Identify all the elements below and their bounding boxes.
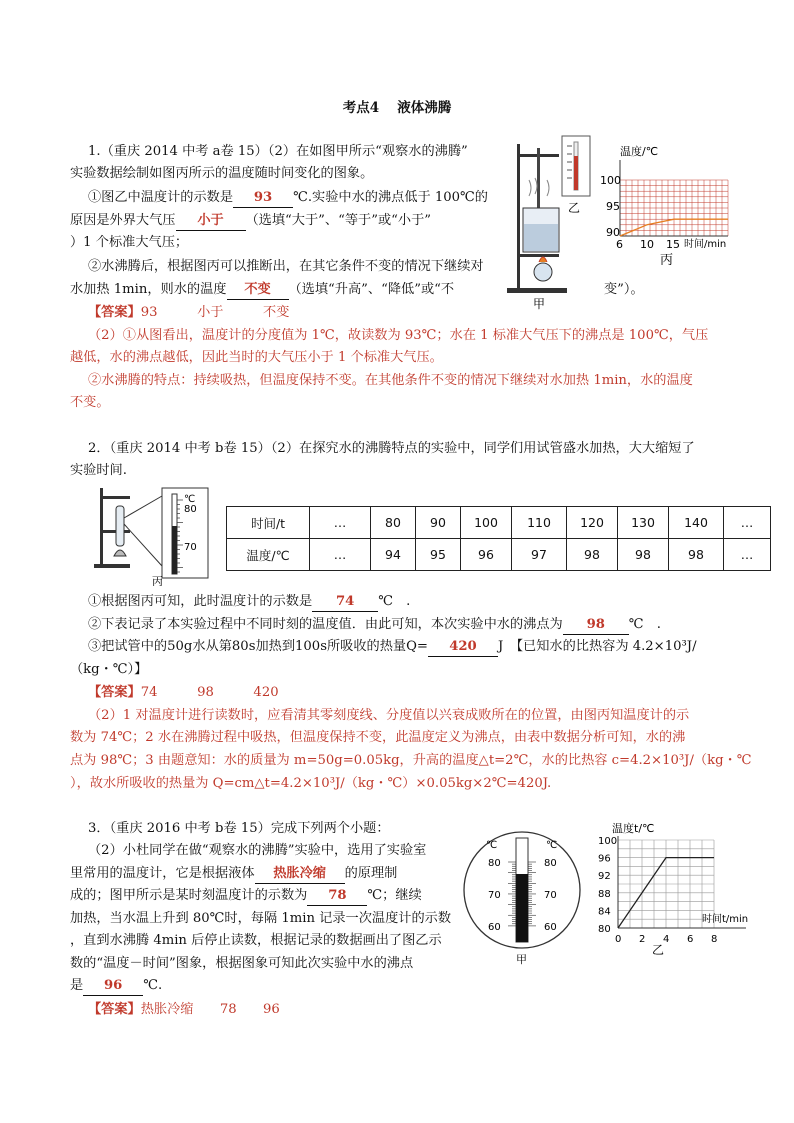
table-row-time xyxy=(227,507,771,539)
q1-line-1: 1.（重庆 2014 中考 a卷 15）（2）在如图甲所示“观察水的沸腾” xyxy=(88,144,468,159)
q2-line-1: 2．（重庆 2014 中考 b卷 15）（2）在探究水的沸腾特点的实验中，同学们用试管盛水加热，大大缩短了 xyxy=(88,441,695,456)
table-row-temp xyxy=(227,539,771,571)
q3-therm-60-right: 60 xyxy=(544,922,557,933)
y-tick-label: 84 xyxy=(598,906,611,918)
chart-x-ticks xyxy=(615,934,717,945)
q2-sub-2 xyxy=(88,616,661,635)
q1-chart-bing xyxy=(600,140,740,265)
x-tick-label: 4 xyxy=(663,934,670,945)
label-bing: 丙 xyxy=(660,253,674,265)
q2-blank-1: 74 xyxy=(312,593,378,612)
q1-text: 水加热 1min，则水的温度 xyxy=(70,282,227,297)
q2-sub-3 xyxy=(88,638,697,657)
chart-xlabel: 时间/min xyxy=(684,239,727,250)
y-tick-100: 100 xyxy=(600,174,621,187)
q1-explain-1: （2）①从图看出，温度计的分度值为 1℃，故读数为 93℃；水在 1 标准大气压下的沸点是 100℃，气压 xyxy=(88,328,709,343)
q2-text: ℃ . xyxy=(628,617,661,632)
q2-text: ②下表记录了本实验过程中不同时刻的温度值．由此可知，本次实验中水的沸点为 xyxy=(88,617,563,632)
q2-apparatus-figure xyxy=(92,486,212,586)
q3-therm-70-right: 70 xyxy=(544,890,557,901)
q3-text: 成的；图甲所示是某时刻温度计的示数为 xyxy=(70,888,308,903)
q1-answer xyxy=(88,304,289,322)
q1-blank-3: 不变 xyxy=(227,281,289,300)
q2-therm-70: 70 xyxy=(184,542,197,553)
q2-line-2: 实验时间. xyxy=(70,463,127,478)
q1-line-7-end: 变”）。 xyxy=(604,282,644,297)
x-tick-10: 10 xyxy=(640,238,654,251)
q2-blank-2: 98 xyxy=(563,616,629,635)
y-tick-90: 90 xyxy=(606,226,620,239)
q2-answer xyxy=(88,684,279,702)
answer-label: 【答案】 xyxy=(88,1002,141,1017)
label-jia: 甲 xyxy=(533,297,546,310)
q3-blank-2: 78 xyxy=(307,887,367,906)
y-tick-label: 100 xyxy=(598,836,618,847)
q3-line-6: ，直到水沸腾 4min 后停止读数，根据记录的数据画出了图乙示 xyxy=(70,933,442,948)
table-cell: 80 xyxy=(371,507,416,539)
chart-ylabel: 温度t/℃ xyxy=(612,822,655,835)
q1-text: 原因是外界大气压 xyxy=(70,213,176,228)
q3-text: ℃；继续 xyxy=(367,888,422,903)
table-cell: 140 xyxy=(669,507,724,539)
answer-values: 热胀冷缩 78 96 xyxy=(140,1002,280,1017)
q3-text: 是 xyxy=(70,978,84,993)
q2-data-table xyxy=(226,506,771,571)
q3-line-2: （2）小杜同学在做“观察水的沸腾”实验中，选用了实验室 xyxy=(88,843,427,858)
chart-ylabel: 温度/℃ xyxy=(620,145,659,158)
q3-text: 的原理制 xyxy=(344,866,398,881)
q3-therm-unit-right: ℃ xyxy=(546,840,558,851)
q1-line-4 xyxy=(70,212,431,231)
answer-label: 【答案】 xyxy=(88,305,141,320)
y-tick-label: 88 xyxy=(598,888,611,900)
table-cell: 98 xyxy=(669,539,724,571)
q2-sub-1 xyxy=(88,593,410,612)
q2-explain-1: （2）1 对温度计进行读数时，应看清其零刻度线、分度值以兴衰成败所在的位置，由图丙知温度计的示 xyxy=(88,708,690,723)
table-cell: 97 xyxy=(512,539,567,571)
q3-line-7: 数的“温度－时间”图象，根据图象可知此次实验中水的沸点 xyxy=(70,956,414,971)
q3-blank-1: 热胀冷缩 xyxy=(255,865,345,884)
q1-line-7 xyxy=(70,281,454,300)
answer-values: 93 小于 不变 xyxy=(140,305,290,320)
chart-grid xyxy=(620,180,728,236)
x-tick-label: 8 xyxy=(711,934,718,945)
table-cell: 120 xyxy=(567,507,618,539)
chart-grid xyxy=(618,840,714,928)
y-tick-label: 80 xyxy=(598,924,611,935)
q2-explain-2: 数为 74℃；2 水在沸腾过程中吸热，但温度保持不变，此温度定义为沸点，由表中数据分析可知，水的沸 xyxy=(70,730,686,745)
y-tick-label: 96 xyxy=(598,853,611,865)
q1-line-3 xyxy=(88,189,488,208)
q2-text: J 【已知水的比热容为 4.2×10³J/ xyxy=(497,639,697,654)
q3-blank-3: 96 xyxy=(83,977,143,996)
table-cell: 130 xyxy=(618,507,669,539)
q3-therm-unit-left: ℃ xyxy=(486,840,498,851)
q1-line-2: 实验数据绘制如图丙所示的温度随时间变化的图象。 xyxy=(70,166,374,181)
table-cell: 95 xyxy=(416,539,461,571)
table-cell: 90 xyxy=(416,507,461,539)
q3-line-8 xyxy=(70,977,162,996)
q3-line-4 xyxy=(70,887,422,906)
q1-blank-2: 小于 xyxy=(176,212,246,231)
answer-label: 【答案】 xyxy=(88,685,141,700)
q3-answer xyxy=(88,1001,280,1019)
answer-values: 74 98 420 xyxy=(140,685,279,700)
q2-blank-3: 420 xyxy=(428,638,498,657)
q2-sub-3-end: （kg・℃）】 xyxy=(70,662,148,677)
q1-text: （选填“升高”、“降低”或“不 xyxy=(288,282,455,297)
q2-text: ℃ . xyxy=(378,594,411,609)
q3-label-jia: 甲 xyxy=(516,953,527,966)
table-cell: 100 xyxy=(461,507,512,539)
q3-text: 里常用的温度计，它是根据液体 xyxy=(70,866,255,881)
q1-text: ①图乙中温度计的示数是 xyxy=(88,190,234,205)
q1-text: ℃.实验中水的沸点低于 100℃的 xyxy=(293,190,488,205)
q2-therm-unit: ℃ xyxy=(184,494,196,505)
q1-explain-3: ②水沸腾的特点：持续吸热，但温度保持不变。在其他条件不变的情况下继续对水加热 1min，水的温度 xyxy=(88,373,693,388)
y-tick-95: 95 xyxy=(606,200,620,213)
table-cell: 温度/℃ xyxy=(227,539,310,571)
table-cell: … xyxy=(310,507,371,539)
table-cell: … xyxy=(724,507,771,539)
q1-line-6: ②水沸腾后，根据图丙可以推断出，在其它条件不变的情况下继续对 xyxy=(88,259,484,274)
q2-text: ①根据图丙可知，此时温度计的示数是 xyxy=(88,594,313,609)
q2-label-bing: 丙 xyxy=(152,575,163,586)
section-title: 考点4 液体沸腾 xyxy=(342,100,452,116)
q3-line-3 xyxy=(70,865,397,884)
q1-thermometer-yi xyxy=(558,134,600,216)
table-cell: 94 xyxy=(371,539,416,571)
x-tick-15: 15 xyxy=(666,238,680,251)
q2-text: ③把试管中的50g水从第80s加热到100s所吸收的热量Q= xyxy=(88,639,428,654)
chart-xlabel: 时间t/min xyxy=(702,914,749,925)
label-yi: 乙 xyxy=(568,201,581,215)
q3-chart-yi xyxy=(596,818,766,978)
table-cell: 98 xyxy=(567,539,618,571)
q3-therm-70-left: 70 xyxy=(488,890,501,901)
table-cell: … xyxy=(724,539,771,571)
q3-thermometer-jia xyxy=(460,826,584,966)
table-cell: 时间/t xyxy=(227,507,310,539)
chart-y-ticks xyxy=(598,836,617,935)
q3-therm-60-left: 60 xyxy=(488,922,501,933)
q2-explain-3: 点为 98℃；3 由题意知：水的质量为 m=50g=0.05kg，升高的温度△t=2℃，水的比热容 c=4.2×10³J/（kg・℃ xyxy=(70,753,752,768)
q3-label-yi: 乙 xyxy=(652,943,665,957)
table-cell: … xyxy=(310,539,371,571)
x-tick-label: 2 xyxy=(639,934,646,945)
q2-explain-4: ），故水所吸收的热量为 Q=cm△t=4.2×10³J/（kg・℃）×0.05kg×2℃=420J. xyxy=(70,776,552,791)
x-tick-label: 0 xyxy=(615,934,622,945)
x-tick-6: 6 xyxy=(616,238,623,251)
q3-line-5: 加热，当水温上升到 80℃时，每隔 1min 记录一次温度计的示数 xyxy=(70,911,452,926)
q1-blank-1: 93 xyxy=(233,189,293,208)
q1-line-5: ）1 个标准大气压； xyxy=(70,235,189,250)
q3-therm-80-left: 80 xyxy=(488,858,501,869)
table-cell: 96 xyxy=(461,539,512,571)
table-cell: 98 xyxy=(618,539,669,571)
q3-text: ℃. xyxy=(143,978,163,993)
x-tick-label: 6 xyxy=(687,934,694,945)
q1-explain-2: 越低，水的沸点越低，因此当时的大气压小于 1 个标准大气压。 xyxy=(70,350,443,365)
table-cell: 110 xyxy=(512,507,567,539)
q2-therm-80: 80 xyxy=(184,504,197,515)
q3-line-1: 3．（重庆 2016 中考 b卷 15）完成下列两个小题： xyxy=(88,821,390,836)
q3-therm-80-right: 80 xyxy=(544,858,557,869)
q1-explain-4: 不变。 xyxy=(70,395,110,410)
q1-text: （选填“大于”、“等于”或“小于” xyxy=(245,213,432,228)
y-tick-label: 92 xyxy=(598,871,611,883)
